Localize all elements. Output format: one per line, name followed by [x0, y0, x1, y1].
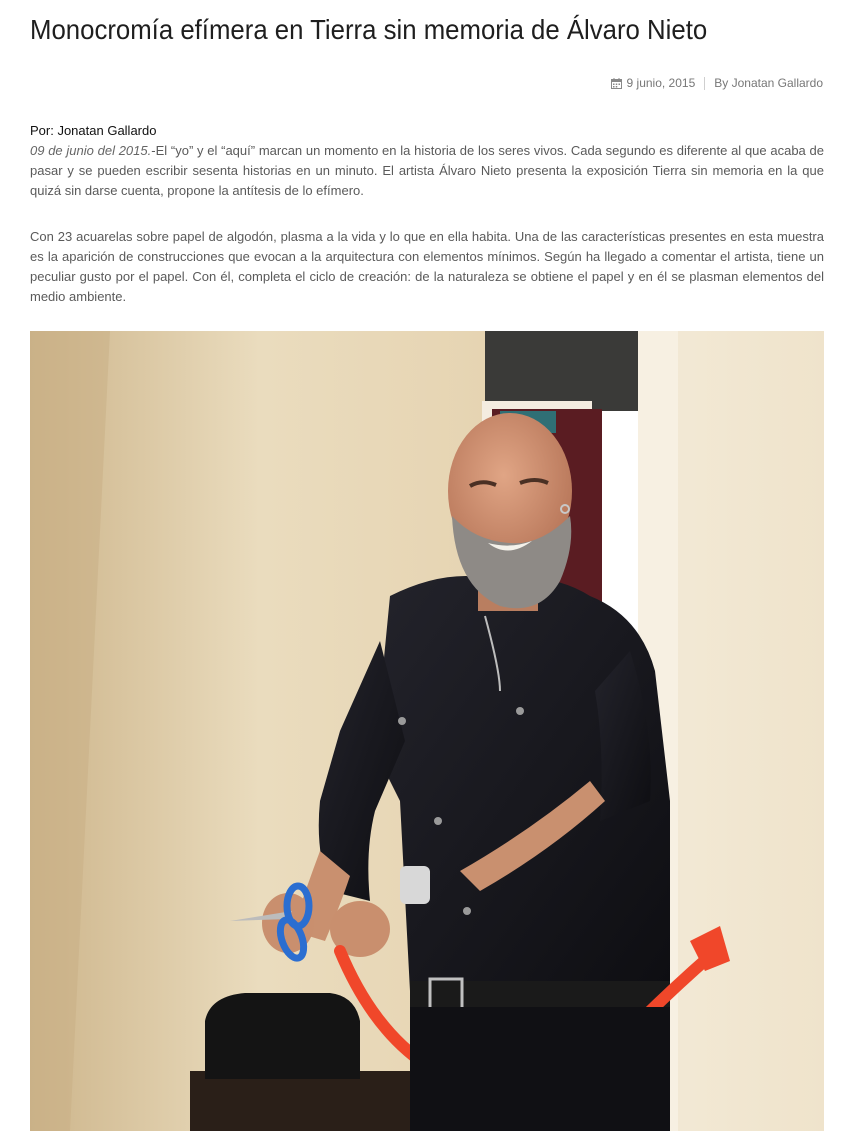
post-date[interactable]: 9 junio, 2015 — [626, 76, 696, 90]
shirt-button — [398, 717, 406, 725]
shirt-button — [463, 907, 471, 915]
article-byline: Por: Jonatan Gallardo — [30, 123, 157, 138]
dateline: 09 de junio del 2015. — [30, 143, 152, 158]
article-photo — [30, 331, 824, 1131]
paragraph-1-text: -El “yo” y el “aquí” marcan un momento en la historia de los seres vivos. Cada segundo es diferente al que acaba de pasar y se pueden escribir sesenta historias en un minuto. El artista Álvaro Nieto presenta la exposición Tierra sin memoria en la que quizá sin darse cuenta, propone la antítesis de lo efímero. — [30, 143, 824, 198]
shirt-button — [434, 817, 442, 825]
trousers — [410, 1007, 670, 1131]
post-author[interactable]: By Jonatan Gallardo — [714, 76, 823, 90]
meta-divider — [704, 77, 705, 90]
article-title: Monocromía efímera en Tierra sin memoria de Álvaro Nieto — [30, 14, 708, 45]
post-meta — [611, 76, 823, 90]
article-paragraph-1 — [30, 141, 824, 201]
wrist-watch — [400, 866, 430, 904]
shirt-button — [516, 707, 524, 715]
article-paragraph-2: Con 23 acuarelas sobre papel de algodón, plasma a la vida y lo que en ella habita. Una de las características presentes en esta muestra es la aparición de construcciones que evocan a la arquitectura con elementos mínimos. Según ha llegado a comentar el artista, tiene un peculiar gusto por el papel. Con él, completa el ciclo de creación: de la naturaleza se obtiene el papel y en él se plasman elementos del medio ambiente. — [30, 229, 824, 304]
belt — [410, 981, 670, 1007]
black-bag — [205, 993, 360, 1079]
ceiling-beam — [485, 331, 645, 411]
calendar-icon — [611, 78, 622, 89]
photo-artist-cutting-ribbon — [30, 331, 824, 1131]
